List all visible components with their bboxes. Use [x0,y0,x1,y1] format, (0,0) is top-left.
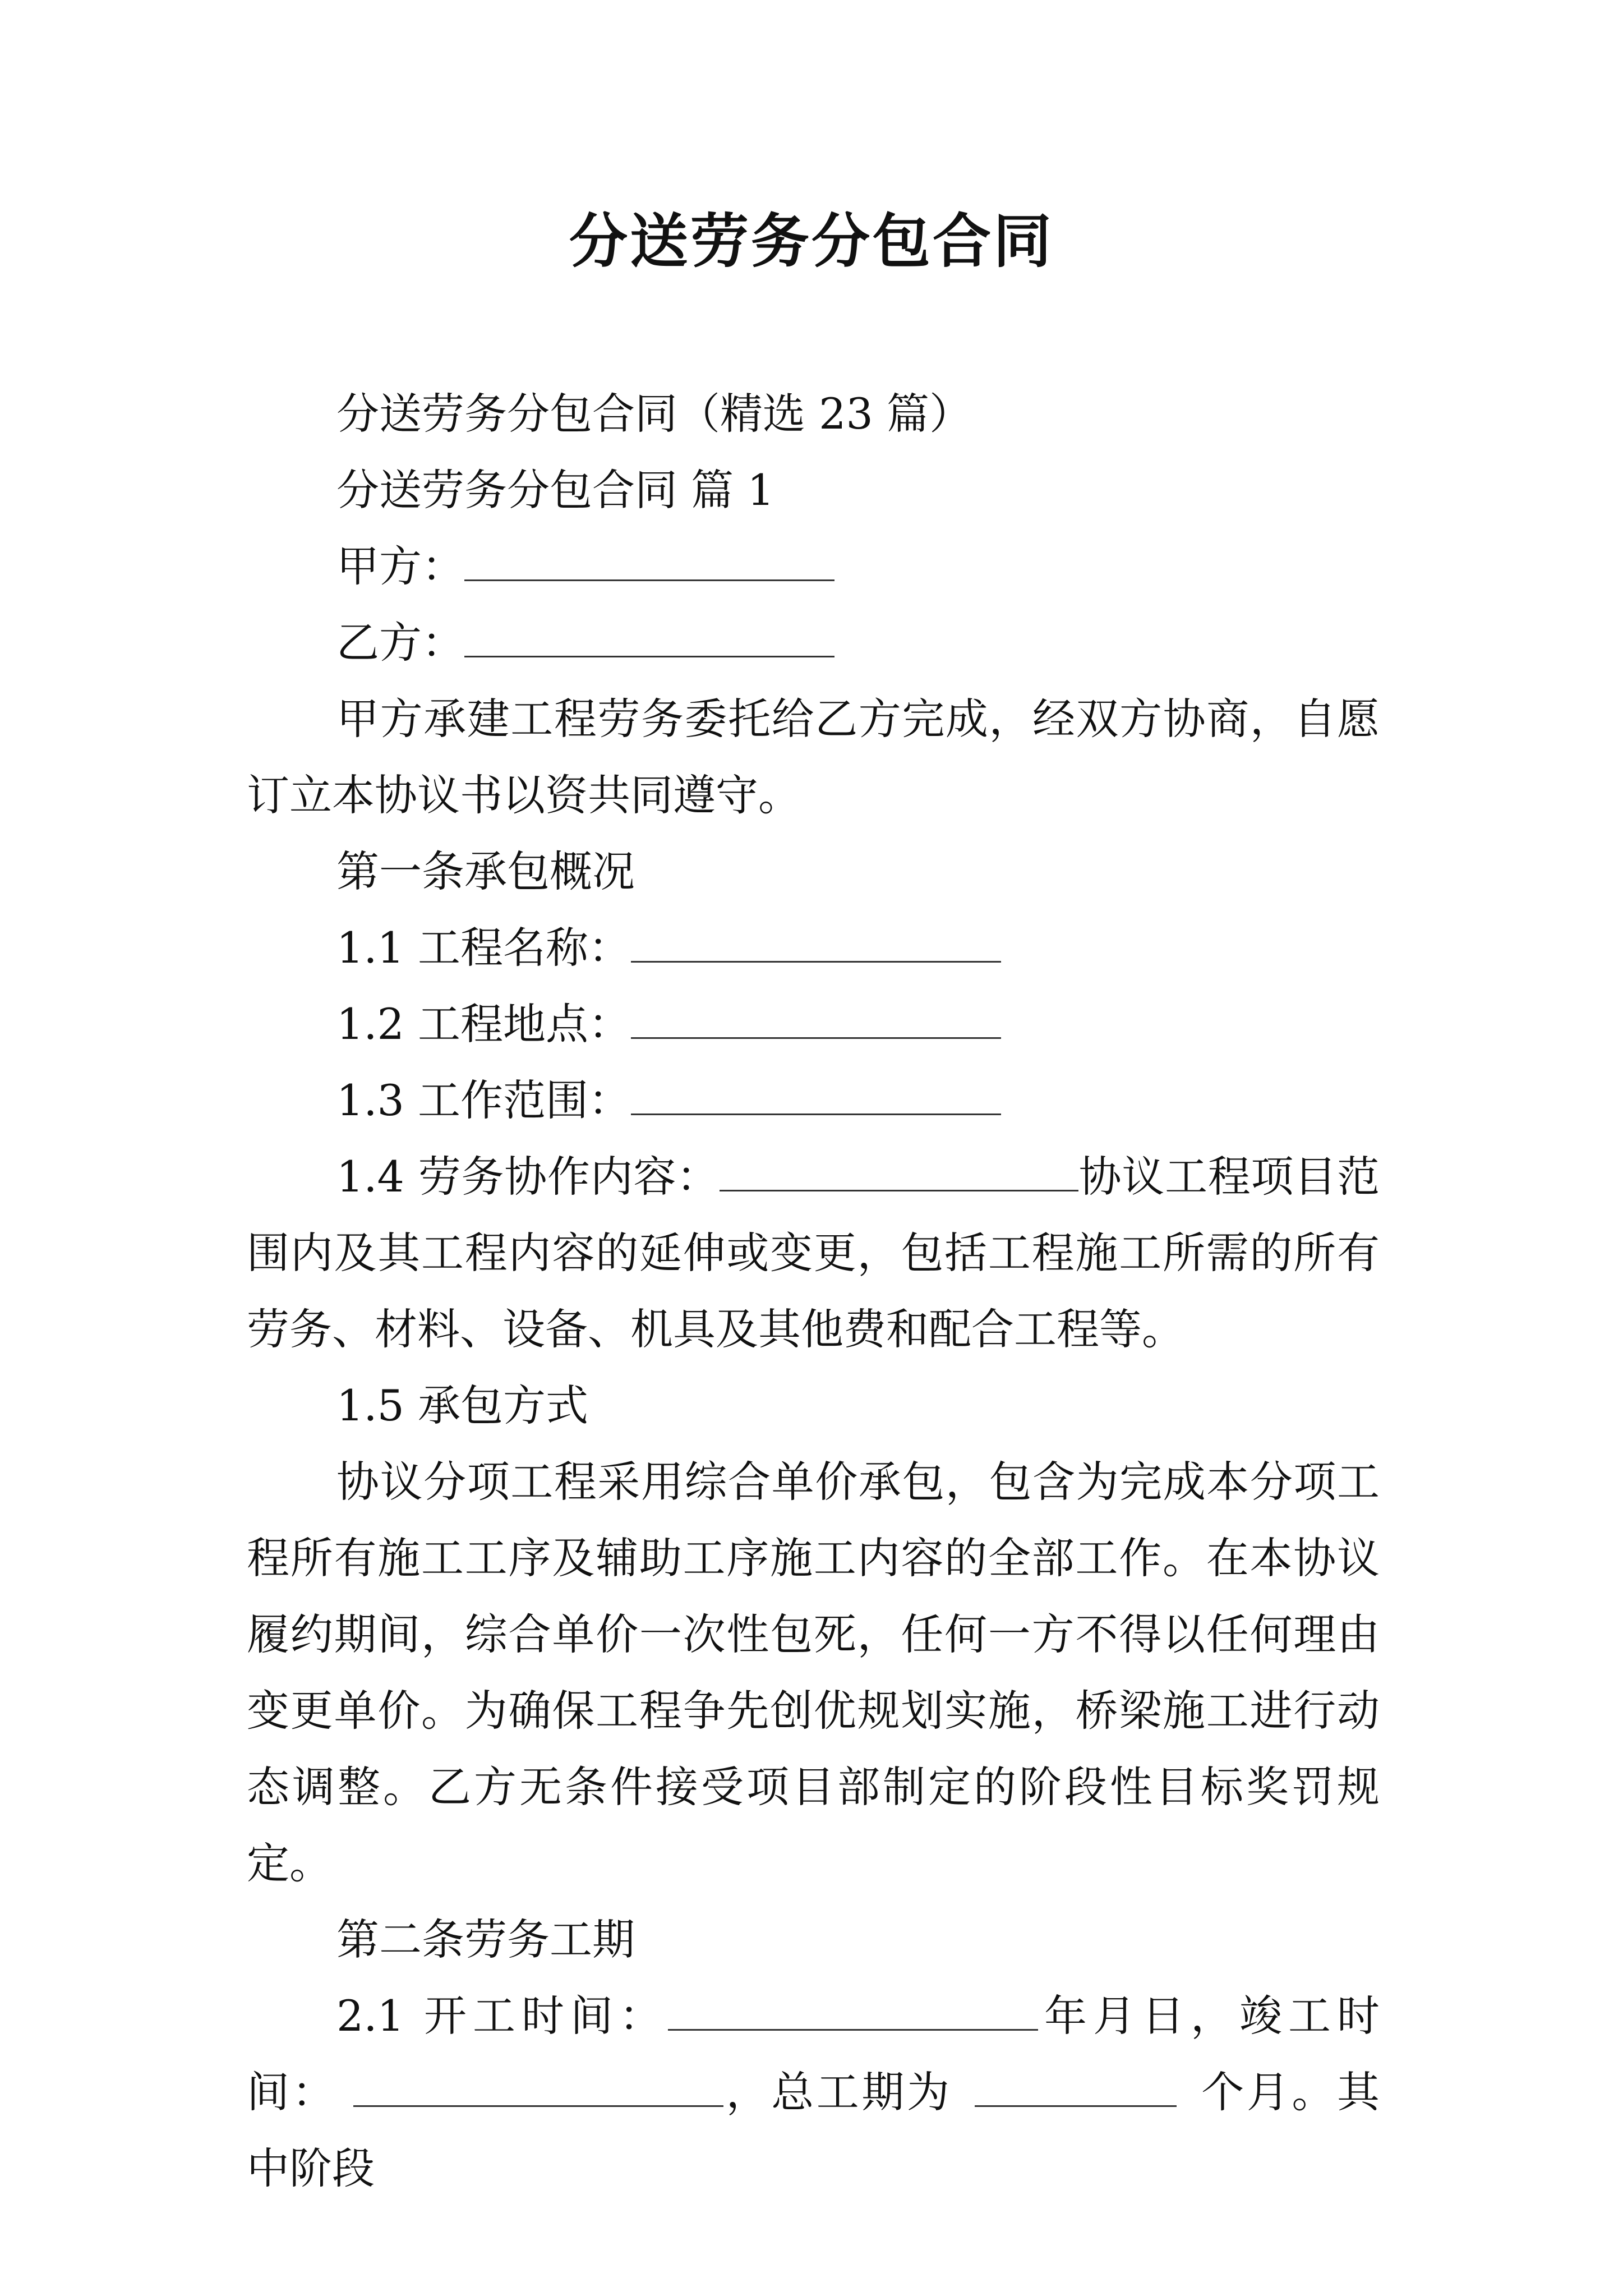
item-1-3-blank [631,1074,1001,1115]
item-1-2-line [247,986,1380,1062]
item-1-5-heading: 1.5 承包方式 [336,1381,589,1430]
item-1-1-blank [631,922,1001,963]
item-1-4-blank [720,1151,1078,1191]
contract-method-paragraph: 协议分项工程采用综合单价承包，包含为完成本分项工程所有施工工序及辅助工序施工内容的全部工作。在本协议履约期间，综合单价一次性包死，任何一方不得以任何理由变更单价。为确保工程争先创优规划实施，桥梁施工进行动态调整。乙方无条件接受项目部制定的阶段性目标奖罚规定。 [247,1457,1380,1888]
item-2-1-paragraph [247,1978,1380,2207]
item-1-2-label: 1.2 工程地点： [336,999,631,1049]
article2-heading: 第二条劳务工期 [336,1915,635,1964]
article1-heading: 第一条承包概况 [336,846,635,896]
item-1-4-text: 协议工程项目范围内及其工程内容的延伸或变更，包括工程施工所需的所有劳务、材料、设备、机具及其他费和配合工程等。 [247,1152,1380,1354]
end-date-blank [353,2066,723,2107]
item-2-1-total: ，总工期为 [723,2067,952,2117]
party-b-line [247,605,1380,681]
subtitle: 分送劳务分包合同（精选 23 篇） [336,389,972,439]
intro-paragraph: 甲方承建工程劳务委托给乙方完成，经双方协商，自愿订立本协议书以资共同遵守。 [247,694,1380,820]
start-date-blank [668,1990,1038,2031]
item-1-1-label: 1.1 工程名称： [336,923,631,973]
item-2-1-months: 个月。其中阶段 [247,2067,1380,2193]
party-b-blank [464,616,834,657]
item-1-1-line [247,910,1380,986]
item-1-3-label: 1.3 工作范围： [336,1075,631,1125]
item-1-2-blank [631,998,1001,1039]
party-a-line [247,528,1380,605]
section-heading: 分送劳务分包合同 篇 1 [336,465,774,515]
party-a-blank [464,540,834,581]
item-1-3-line [247,1062,1380,1139]
item-1-4-paragraph [247,1139,1380,1368]
item-2-1-label: 2.1 开工时间： [336,1991,668,2041]
months-blank [975,2066,1177,2107]
document-title: 分送劳务分包合同 [569,206,1054,275]
item-1-4-label: 1.4 劳务协作内容： [336,1152,720,1202]
document-body [247,376,1380,2207]
item-2-1-mid: 年月日，竣工时间： [247,1991,1380,2117]
party-b-label: 乙方： [336,618,464,668]
party-a-label: 甲方： [336,541,464,591]
